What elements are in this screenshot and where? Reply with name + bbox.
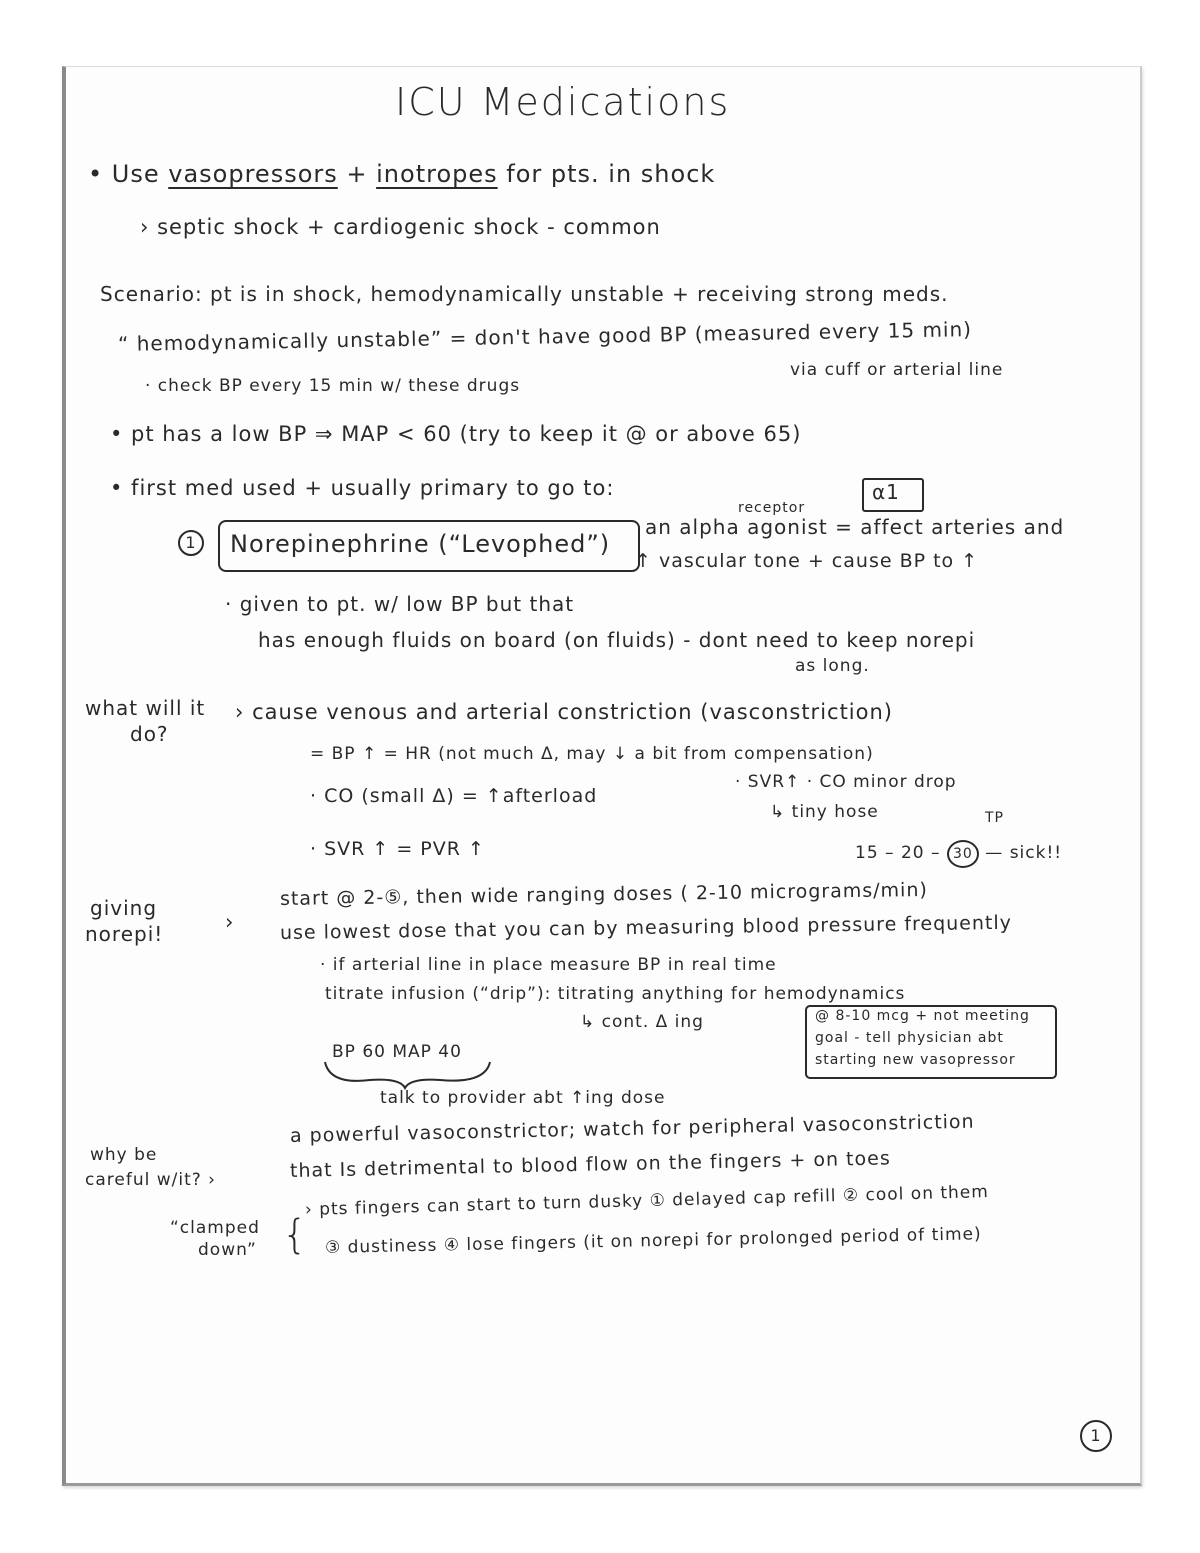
dose-scale: 15 – 20 – 30 — sick!! bbox=[855, 840, 1062, 868]
giving-line-2: use lowest dose that you can by measuring blood pressure frequently bbox=[279, 911, 1013, 944]
giving-label-1: giving bbox=[90, 896, 158, 920]
alpha1-tag: α1 bbox=[872, 480, 900, 504]
drug-name: Norepinephrine (“Levophed”) bbox=[230, 530, 611, 558]
escalation-2: goal - tell physician abt bbox=[815, 1030, 1004, 1046]
effects-label-1: what will it bbox=[85, 696, 206, 720]
giving-label-2: norepi! bbox=[85, 922, 164, 946]
tiny-hose: ↳ tiny hose bbox=[770, 802, 879, 822]
careful-line-1: a powerful vasoconstrictor; watch for peripheral vasoconstriction bbox=[289, 1110, 975, 1147]
vasopressors-term: vasopressors bbox=[168, 160, 338, 188]
effects-row-2: · CO (small Δ) = ↑afterload bbox=[310, 785, 598, 807]
giving-line-1: start @ 2-⑤, then wide ranging doses ( 2-10 micrograms/min) bbox=[279, 878, 928, 910]
unstable-definition: “ hemodynamically unstable” = don't have good BP (measured every 15 min) bbox=[117, 317, 973, 356]
intro-bullet bbox=[88, 160, 715, 188]
first-med: • first med used + usually primary to go to: bbox=[110, 476, 615, 500]
giving-line-4: titrate infusion (“drip”): titrating anything for hemodynamics bbox=[325, 984, 906, 1004]
brace-icon bbox=[320, 1060, 500, 1090]
page-title: ICU Medications bbox=[395, 80, 731, 124]
giving-line-3: · if arterial line in place measure BP in real time bbox=[320, 955, 777, 975]
effects-row-1: = BP ↑ = HR (not much Δ, may ↓ a bit from compensation) bbox=[310, 744, 874, 764]
bp-map: BP 60 MAP 40 bbox=[332, 1042, 462, 1062]
effects-row-2b: · SVR↑ · CO minor drop bbox=[735, 772, 957, 792]
careful-label-2: careful w/it? › bbox=[85, 1170, 216, 1190]
given-3: as long. bbox=[795, 656, 870, 676]
plus: + bbox=[337, 160, 377, 188]
careful-line-2: that Is detrimental to blood flow on the fingers + on toes bbox=[289, 1147, 891, 1182]
given-2: has enough fluids on board (on fluids) - dont need to keep norepi bbox=[258, 628, 976, 652]
scenario-line: Scenario: pt is in shock, hemodynamically unstable + receiving strong meds. bbox=[100, 282, 949, 306]
given-1: · given to pt. w/ low BP but that bbox=[225, 592, 575, 616]
escalation-1: @ 8-10 mcg + not meeting bbox=[815, 1008, 1030, 1024]
talk-provider: talk to provider abt ↑ing dose bbox=[380, 1088, 666, 1108]
notebook-page bbox=[62, 66, 1142, 1486]
drug-number: 1 bbox=[178, 530, 204, 556]
inotropes-term: inotropes bbox=[376, 160, 498, 188]
via-cuff: via cuff or arterial line bbox=[790, 360, 1004, 380]
drug-desc: an alpha agonist = affect arteries and bbox=[645, 515, 1065, 539]
curly-brace-icon: { bbox=[282, 1212, 309, 1258]
receptor-note: receptor bbox=[738, 500, 806, 516]
careful-line-3: › pts fingers can start to turn dusky ① delayed cap refill ② cool on them bbox=[304, 1182, 990, 1220]
intro-suffix: for pts. in shock bbox=[497, 160, 716, 188]
shock-types: › septic shock + cardiogenic shock - common bbox=[140, 215, 661, 239]
effects-label-2: do? bbox=[130, 722, 169, 746]
clamped-2: down” bbox=[198, 1240, 257, 1260]
careful-label-1: why be bbox=[90, 1145, 158, 1165]
clamped-1: “clamped bbox=[170, 1218, 260, 1238]
tp-note: TP bbox=[985, 810, 1004, 826]
check-bp: · check BP every 15 min w/ these drugs bbox=[145, 376, 521, 396]
drug-desc-2: ↑ vascular tone + cause BP to ↑ bbox=[635, 550, 979, 572]
page-number: 1 bbox=[1080, 1420, 1112, 1452]
effects-row-3: · SVR ↑ = PVR ↑ bbox=[310, 838, 485, 860]
giving-line-5: ↳ cont. Δ ing bbox=[580, 1012, 704, 1032]
low-bp: • pt has a low BP ⇒ MAP < 60 (try to keep it @ or above 65) bbox=[110, 422, 802, 446]
escalation-3: starting new vasopressor bbox=[815, 1052, 1016, 1068]
effects-main: › cause venous and arterial constriction (vasconstriction) bbox=[235, 700, 893, 724]
intro-prefix: • Use bbox=[88, 160, 169, 188]
careful-line-4: ③ dustiness ④ lose fingers (it on norepi for prolonged period of time) bbox=[324, 1224, 982, 1258]
giving-arrow: › bbox=[225, 910, 235, 934]
